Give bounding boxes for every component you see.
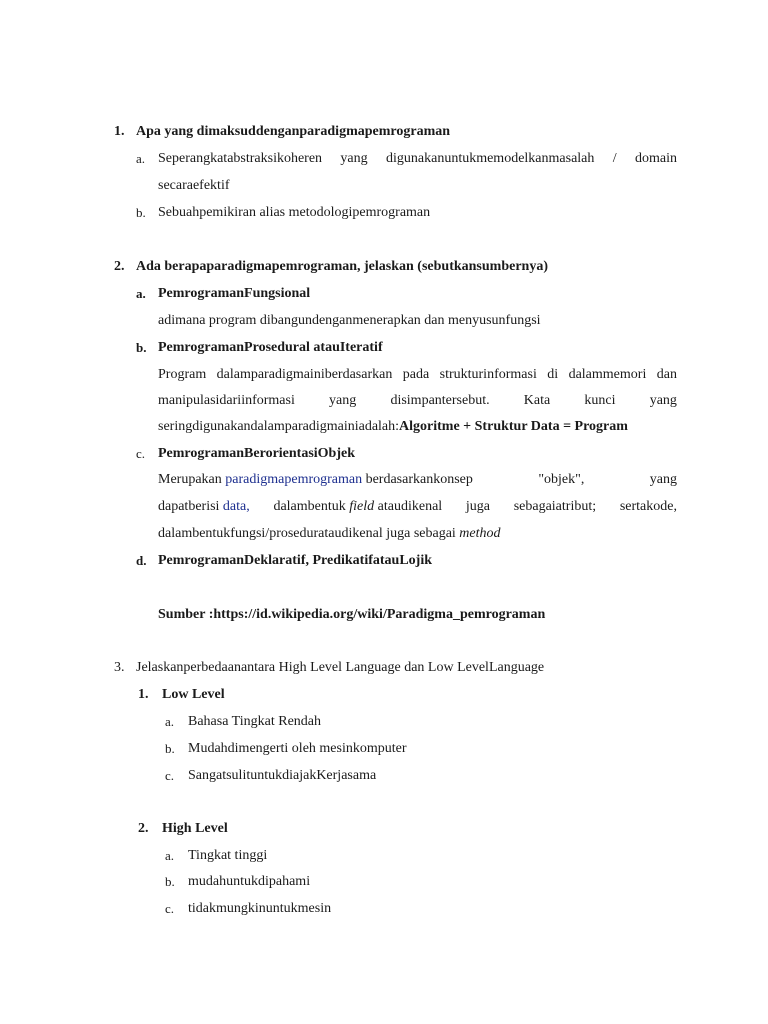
- q2-c-marker: c.: [136, 446, 146, 461]
- q2-c-word: juga: [465, 499, 490, 514]
- data-link[interactable]: data,: [222, 499, 250, 514]
- q3-high-marker: b.: [165, 874, 175, 889]
- q2-a-title: PemrogramanFungsional: [158, 286, 311, 301]
- q2-c-word: berdasarkankonsep: [365, 472, 473, 487]
- q3-high-item: tidakmungkinuntukmesin: [188, 901, 332, 916]
- q2-source: Sumber :https://id.wikipedia.org/wiki/Paradigma_pemrograman: [158, 607, 546, 622]
- q2-c-line2: [158, 498, 677, 516]
- q1-number: 1.: [114, 124, 125, 139]
- q2-b-formula: Algoritme + Struktur Data = Program: [399, 419, 628, 434]
- q2-c-line3: [158, 525, 501, 543]
- q2-b-word: dan: [656, 367, 677, 382]
- q1-a-line2: secaraefektif: [158, 178, 230, 193]
- q3-high-marker: c.: [165, 901, 175, 916]
- q2-b-word: di: [547, 367, 559, 382]
- q2-b-word: dalammemori: [568, 367, 647, 382]
- q2-b-word: yang: [649, 393, 677, 408]
- q2-a-marker: a.: [136, 286, 146, 301]
- q2-c-title: PemrogramanBerorientasiObjek: [158, 446, 356, 461]
- q1-title: Apa yang dimaksuddenganparadigmapemrograman: [136, 124, 451, 139]
- q2-b-word: Kata: [523, 393, 551, 408]
- q3-low-item: SangatsulituntukdiajakKerjasama: [188, 768, 377, 783]
- q2-a-desc: adimana program dibangundenganmenerapkan dan menyusunfungsi: [158, 313, 541, 328]
- q2-c-line2-seg: [158, 498, 250, 516]
- q1-a-word: yang: [340, 151, 368, 166]
- q1-a-line1: [158, 150, 677, 168]
- q2-c-line1-seg: [158, 471, 473, 489]
- q3-high-item: mudahuntukdipahami: [188, 874, 311, 889]
- q2-b-marker: b.: [136, 340, 147, 355]
- q2-b-word: disimpantersebut.: [390, 393, 490, 408]
- q2-d-title: PemrogramanDeklaratif, PredikatifatauLojik: [158, 553, 433, 568]
- q3-high-item: Tingkat tinggi: [188, 848, 268, 863]
- q1-a-word: digunakanuntukmemodelkanmasalah: [386, 151, 595, 166]
- q2-c-line2-seg: [273, 498, 442, 516]
- q2-c-line1: [158, 471, 677, 489]
- q3-low-marker: b.: [165, 741, 175, 756]
- q3-low-item: Mudahdimengerti oleh mesinkomputer: [188, 741, 407, 756]
- q2-c-line3-text: dalambentukfungsi/prosedurataudikenal juga sebagai: [158, 526, 456, 541]
- paradigm-link[interactable]: paradigmapemrograman: [225, 472, 363, 487]
- q3-high-marker: a.: [165, 848, 175, 863]
- q2-b-line1: [158, 366, 677, 384]
- q2-b-word: kunci: [584, 393, 616, 408]
- q1-a-word: Seperangkatabstraksikoheren: [158, 151, 323, 166]
- q2-b-line3: [158, 418, 628, 436]
- q2-number: 2.: [114, 259, 125, 274]
- q2-b-word: dalamparadigmainiberdasarkan: [216, 367, 393, 382]
- q2-b-word: strukturinformasi: [439, 367, 537, 382]
- q2-b-line3-text: seringdigunakandalamparadigmainiadalah:: [158, 419, 400, 434]
- q3-low-number: 1.: [138, 687, 149, 702]
- q1-b-text: Sebuahpemikiran alias metodologipemrograman: [158, 205, 431, 220]
- q1-a-word: domain: [635, 151, 677, 166]
- q3-low-marker: a.: [165, 714, 175, 729]
- q3-low-item: Bahasa Tingkat Rendah: [188, 714, 321, 729]
- q2-c-word: dapatberisi: [158, 499, 220, 514]
- q3-high-number: 2.: [138, 821, 149, 836]
- q3-high-title: High Level: [162, 821, 228, 836]
- q3-number: 3.: [114, 660, 125, 675]
- q2-b-word: Program: [158, 367, 207, 382]
- q2-c-word: "objek",: [538, 472, 585, 487]
- q1-a-marker: a.: [136, 151, 146, 166]
- q2-c-word: dalambentuk: [273, 499, 346, 514]
- q3-title: Jelaskanperbedaanantara High Level Language dan Low LevelLanguage: [136, 660, 545, 675]
- method-term: method: [459, 526, 501, 541]
- q2-b-word: manipulasidariinformasi: [158, 393, 295, 408]
- q2-c-word: Merupakan: [158, 472, 222, 487]
- q1-a-word: /: [612, 151, 617, 166]
- q2-b-line2: [158, 392, 677, 410]
- q2-c-word: ataudikenal: [377, 499, 443, 514]
- q3-low-title: Low Level: [162, 687, 225, 702]
- q2-b-word: yang: [329, 393, 357, 408]
- q2-c-word: sebagaiatribut;: [513, 499, 597, 514]
- q3-low-marker: c.: [165, 768, 175, 783]
- q2-c-word: yang: [649, 472, 677, 487]
- q2-d-marker: d.: [136, 553, 147, 568]
- field-term: field: [349, 499, 375, 514]
- q1-b-marker: b.: [136, 205, 146, 220]
- q2-c-word: sertakode,: [619, 499, 677, 514]
- q2-b-title: PemrogramanProsedural atauIteratif: [158, 340, 383, 355]
- q2-title: Ada berapaparadigmapemrograman, jelaskan (sebutkansumbernya): [136, 259, 548, 274]
- q2-b-word: pada: [402, 367, 430, 382]
